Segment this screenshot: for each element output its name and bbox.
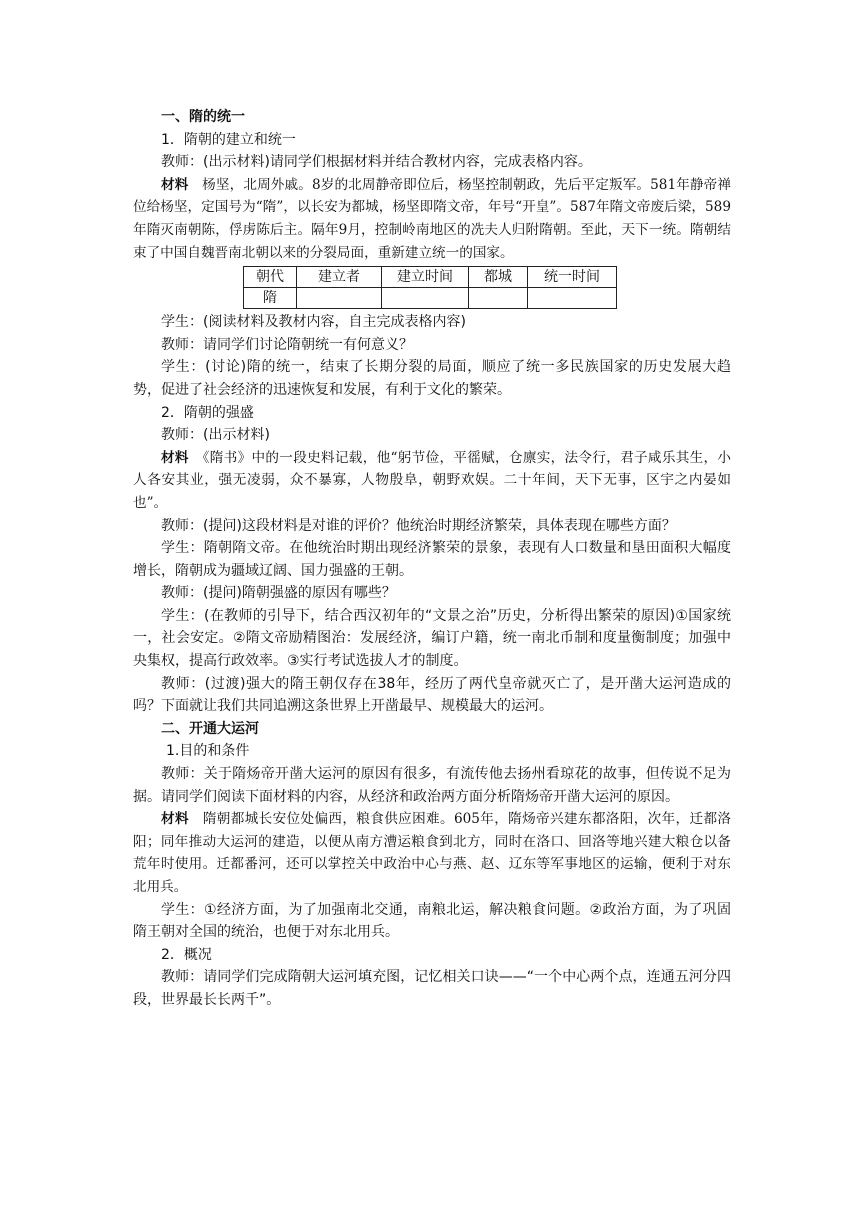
paragraph: 教师：关于隋炀帝开凿大运河的原因有很多，有流传他去扬州看琼花的故事，但传说不足为据。请同学们阅读下面材料的内容，从经济和政治两方面分析隋炀帝开凿大运河的原因。 bbox=[133, 766, 731, 805]
material-paragraph bbox=[133, 447, 731, 515]
document-page bbox=[133, 106, 731, 1012]
paragraph: 学生：(在教师的引导下，结合西汉初年的“文景之治”历史，分析得出繁荣的原因)①国家统一，社会安定。②隋文帝励精图治：发展经济，编订户籍，统一南北币制和度量衡制度；加强中央集权，提高行政效率。③实行考试选拔人才的制度。 bbox=[133, 607, 731, 670]
section-heading-1: 一、隋的统一 bbox=[161, 109, 245, 125]
table-cell: 隋 bbox=[244, 288, 297, 309]
subsection-heading: 1.目的和条件 bbox=[166, 743, 250, 760]
table-cell bbox=[382, 288, 469, 309]
material-paragraph bbox=[133, 174, 731, 264]
paragraph: 学生：(阅读材料及教材内容，自主完成表格内容) bbox=[161, 314, 466, 331]
paragraph: 教师：(过渡)强大的隋王朝仅存在38年，经历了两代皇帝就灭亡了，是开凿大运河造成的吗？下面就让我们共同追溯这条世界上开凿最早、规模最大的运河。 bbox=[133, 675, 731, 715]
table-header-cell: 建立者 bbox=[297, 267, 382, 288]
paragraph: 教师：(提问)这段材料是对谁的评价？他统治时期经济繁荣，具体表现在哪些方面？ bbox=[161, 517, 676, 534]
material-text: 杨坚，北周外戚。8岁的北周静帝即位后，杨坚控制朝政，先后平定叛军。581年静帝禅位给杨坚，定国号为“隋”，以长安为都城，杨坚即隋文帝，年号“开皇”。587年隋文帝废后梁，589年隋灭南朝陈，俘虏陈后主。隔年9月，控制岭南地区的冼夫人归附隋朝。至此，天下一统。隋朝结束了中国自魏晋南北朝以来的分裂局面，重新建立统一的国家。 bbox=[133, 176, 732, 261]
table-header-cell: 朝代 bbox=[244, 267, 297, 288]
paragraph: 学生：隋朝隋文帝。在他统治时期出现经济繁荣的景象，表现有人口数量和垦田面积大幅度增长，隋朝成为疆域辽阔、国力强盛的王朝。 bbox=[133, 540, 731, 579]
table-header-cell: 建立时间 bbox=[382, 267, 469, 288]
paragraph: 教师：(出示材料)请同学们根据材料并结合教材内容，完成表格内容。 bbox=[161, 154, 592, 171]
subsection-heading: 1．隋朝的建立和统一 bbox=[161, 131, 296, 148]
dynasty-table bbox=[243, 266, 617, 309]
subsection-heading: 2．隋朝的强盛 bbox=[161, 404, 254, 421]
paragraph: 学生：①经济方面，为了加强南北交通，南粮北运，解决粮食问题。②政治方面，为了巩固隋王朝对全国的统治，也便于对东北用兵。 bbox=[133, 901, 731, 941]
table-cell bbox=[297, 288, 382, 309]
table-header-row bbox=[244, 267, 617, 288]
section-heading-2: 二、开通大运河 bbox=[161, 720, 259, 737]
paragraph: 教师：请同学们讨论隋朝统一有何意义？ bbox=[161, 336, 413, 353]
material-label: 材料 bbox=[161, 811, 189, 828]
table-cell bbox=[469, 288, 528, 309]
material-paragraph bbox=[133, 808, 731, 898]
table-header-cell: 都城 bbox=[469, 267, 528, 288]
table-cell bbox=[528, 288, 617, 309]
material-text: 隋朝都城长安位处偏西，粮食供应困难。605年，隋炀帝兴建东都洛阳，次年，迁都洛阳；同年推动大运河的建造，以便从南方漕运粮食到北方，同时在洛口、回洛等地兴建大粮仓以备荒年时使用。迁都番河，还可以掌控关中政治中心与燕、赵、辽东等军事地区的运输，便利于对东北用兵。 bbox=[133, 811, 731, 895]
subsection-heading: 2．概况 bbox=[161, 946, 212, 963]
table-row bbox=[244, 288, 617, 309]
paragraph: 教师：(出示材料) bbox=[161, 427, 270, 444]
paragraph: 教师：请同学们完成隋朝大运河填充图，记忆相关口诀——“一个中心两个点，连通五河分四段，世界最长长两千”。 bbox=[133, 969, 731, 1008]
table-header-cell: 统一时间 bbox=[528, 267, 617, 288]
material-text: 《隋书》中的一段史料记载，他“躬节俭，平徭赋，仓廪实，法令行，君子咸乐其生，小人各安其业，强无凌弱，众不暴寡，人物殷阜，朝野欢娱。二十年间，天下无事，区宇之内晏如也”。 bbox=[133, 449, 732, 511]
paragraph: 教师：(提问)隋朝强盛的原因有哪些？ bbox=[161, 585, 396, 602]
paragraph: 学生：(讨论)隋的统一，结束了长期分裂的局面，顺应了统一多民族国家的历史发展大趋势，促进了社会经济的迅速恢复和发展，有利于文化的繁荣。 bbox=[133, 359, 731, 398]
material-label: 材料 bbox=[161, 176, 189, 193]
material-label: 材料 bbox=[161, 449, 189, 466]
